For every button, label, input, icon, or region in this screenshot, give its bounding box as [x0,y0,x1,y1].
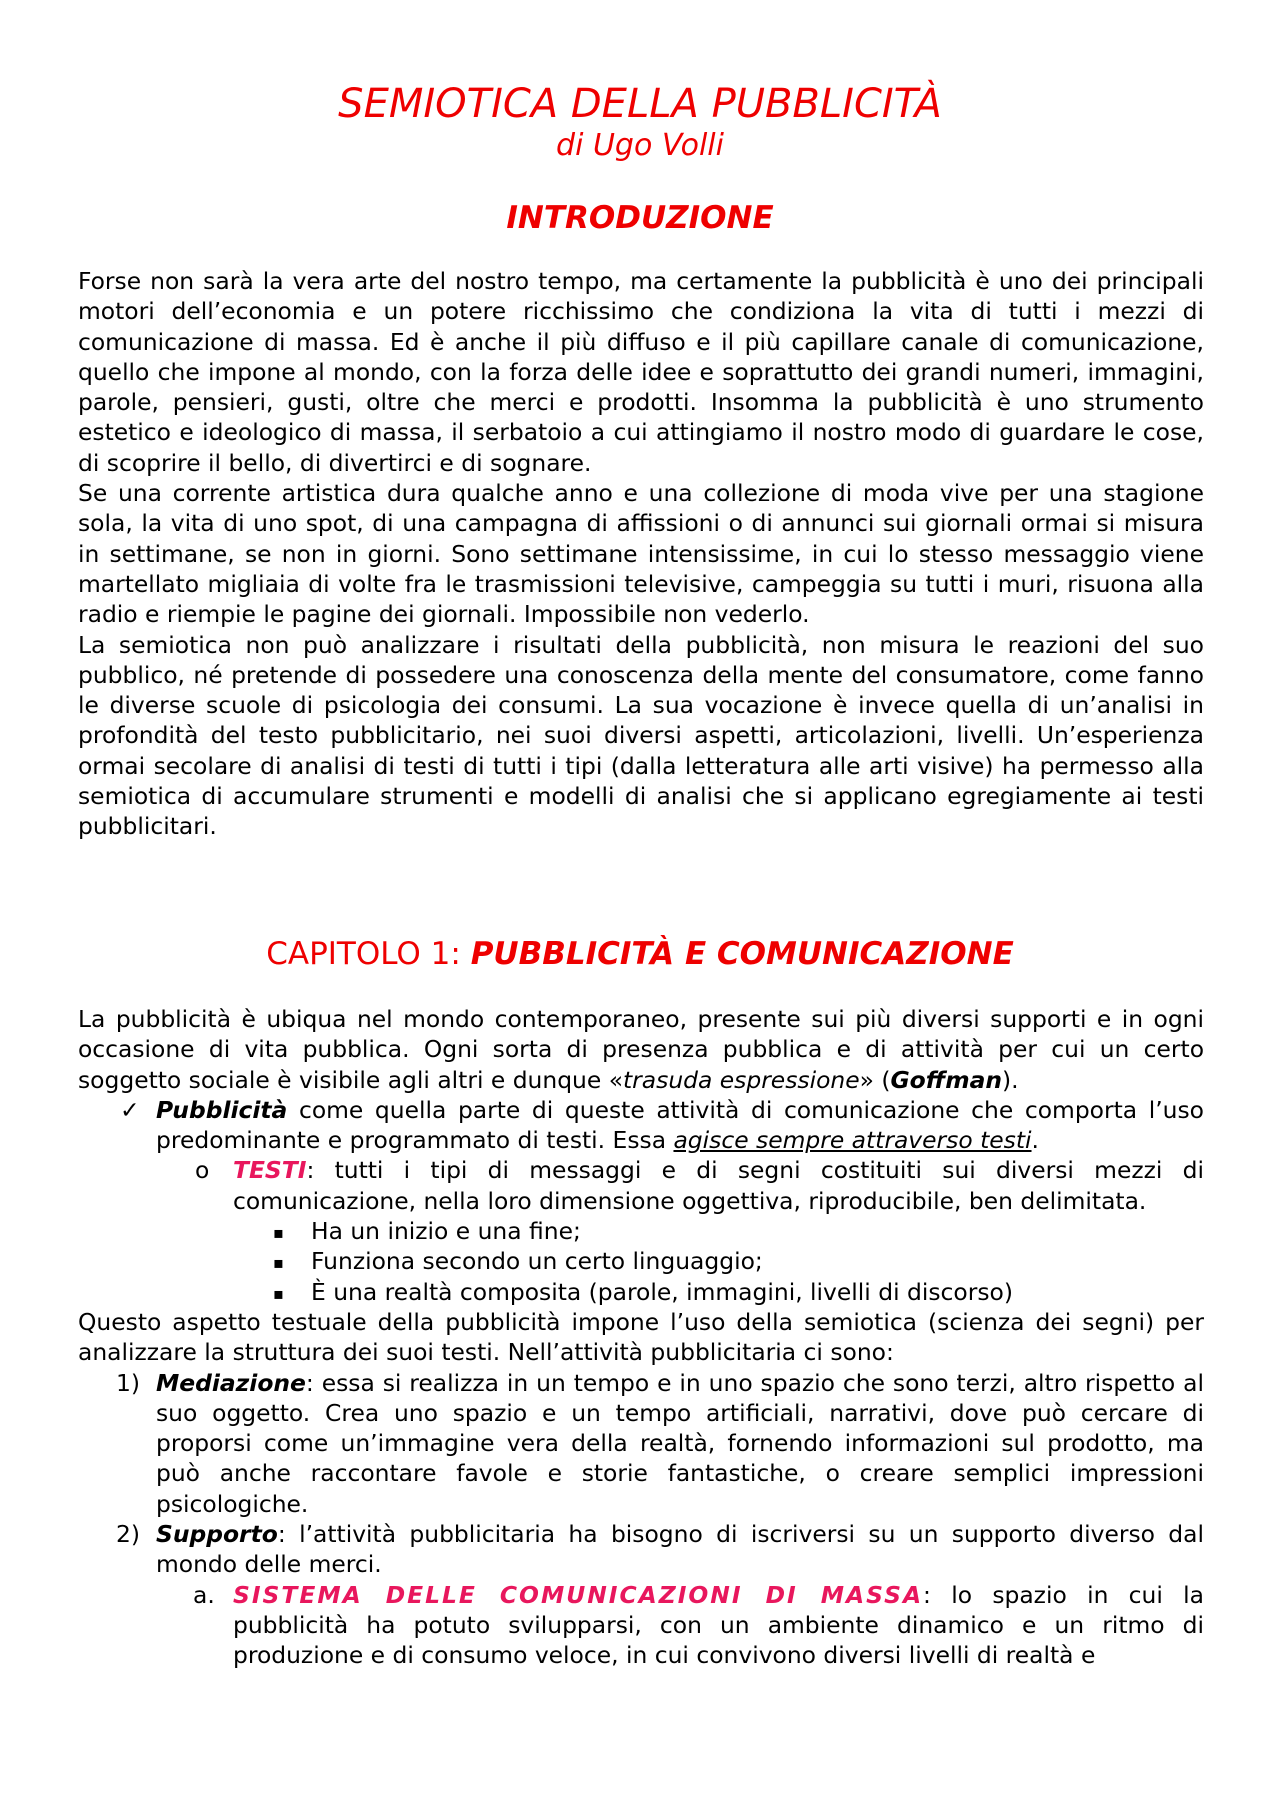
numbered-item-1 [116,1368,1204,1519]
term-mediazione: Mediazione [156,1368,306,1397]
p1-text-b: » ( [859,1065,891,1094]
square-list-item [273,1216,1204,1246]
square-list-item [273,1246,1204,1276]
bullet-text-1: Ha un inizio e una fine; [311,1217,581,1246]
p1-text-a: La pubblicità è ubiqua nel mondo contemporaneo, presente sui più diversi supporti e in ogni occasione di vita pubblica. Ogni sorta di presenza pubblica e di attività per cui un certo soggetto sociale è visibile agli altri e dunque « [78,1005,1204,1094]
term-testi: TESTI [233,1156,307,1185]
check-underlined: agisce sempre attraverso testi [673,1126,1032,1155]
testi-text: : tutti i tipi di messaggi e di segni costituiti sui diversi mezzi di comunicazione, nella loro dimensione oggettiva, riproducibile, ben delimitata. [233,1156,1204,1215]
numbered-item-2 [116,1519,1204,1580]
intro-paragraph-1: Forse non sarà la vera arte del nostro tempo, ma certamente la pubblicità è uno dei principali motori dell’economia e un potere ricchissimo che condiziona la vita di tutti i mezzi di comunicazione di massa. Ed è anche il più diffuso e il più capillare canale di comunicazione, quello che impone al mondo, con la forza delle idee e soprattutto dei grandi numeri, immagini, parole, pensieri, gusti, oltre che merci e prodotti. Insomma la pubblicità è uno strumento estetico e ideologico di massa, il serbatoio a cui attingiamo il nostro modo di guardare le cose, di scoprire il bello, di divertirci e di sognare. [78,267,1204,477]
heading-chapter-1 [0,934,1280,974]
bullet-text-3: È una realtà composita (parole, immagini, livelli di discorso) [311,1277,1013,1306]
term-pubblicita: Pubblicità [156,1095,288,1124]
check-list-item [120,1095,1204,1156]
lettered-item-a [193,1580,1204,1671]
chapter-1-title: PUBBLICITÀ E COMUNICAZIONE [470,936,1014,972]
chapter-1-prefix: CAPITOLO 1: [266,936,471,972]
intro-paragraph-3: La semiotica non può analizzare i risultati della pubblicità, non misura le reazioni del suo pubblico, né pretende di possedere una conoscenza della mente del consumatore, come fanno le diverse scuole di psicologia dei consumi. La sua vocazione è invece quella di un’analisi in profondità del testo pubblicitario, nei suoi diversi aspetti, articolazioni, livelli. Un’esperienza ormai secolare di analisi di testi di tutti i tipi (dalla letteratura alle arti visive) ha permesso alla semiotica di accumulare strumenti e modelli di analisi che si applicano egregiamente ai testi pubblicitari. [78,630,1204,841]
square-list-item [273,1277,1204,1307]
circle-bullet-icon: o [195,1156,210,1185]
square-bullet-icon: ▪ [273,1253,284,1273]
number-marker-1: 1) [116,1368,141,1397]
chapter-1-body [78,1004,1204,1671]
p1-text-c: ). [1002,1065,1019,1094]
p1-bold-goffman: Goffman [890,1065,1003,1094]
p1-italic: trasuda espressione [623,1065,860,1094]
document-title: SEMIOTICA DELLA PUBBLICITÀ [338,81,942,127]
term-sistema-comunicazioni: SISTEMA DELLE COMUNICAZIONI DI MASSA [233,1580,924,1609]
testi-list-item [195,1155,1204,1216]
square-bullet-icon: ▪ [273,1223,284,1243]
bullet-text-2: Funziona secondo un certo linguaggio; [311,1247,763,1276]
intro-paragraph-2: Se una corrente artistica dura qualche anno e una collezione di moda vive per una stagione sola, la vita di uno spot, di una campagna di affissioni o di annunci sui giornali ormai si misura in settimane, se non in giorni. Sono settimane intensissime, in cui lo stesso messaggio viene martellato migliaia di volte fra le trasmissioni televisive, campeggia su tutti i muri, risuona alla radio e riempie le pagine dei giornali. Impossibile non vederlo. [78,479,1204,629]
chapter-1-paragraph-2: Questo aspetto testuale della pubblicità impone l’uso della semiotica (scienza dei segni) per analizzare la struttura dei suoi testi. Nell’attività pubblicitaria ci sono: [78,1307,1204,1367]
check-text: come quella parte di queste attività di comunicazione che comporta l’uso predominante e programmato di testi. Essa [156,1095,1204,1155]
item1-text: : essa si realizza in un tempo e in uno spazio che sono terzi, altro rispetto al suo oggetto. Crea uno spazio e un tempo artificiali, narrativi, dove può cercare di proporsi come un’immagine vera della realtà, fornendo informazioni sul prodotto, ma può anche raccontare favole e storie fantastiche, o creare semplici impressioni psicologiche. [156,1368,1204,1518]
sub-a-text: : lo spazio in cui la pubblicità ha potuto svilupparsi, con un ambiente dinamico e un ritmo di produzione e di consumo veloce, in cui convivono diversi livelli di realtà e [233,1580,1204,1670]
check-end: . [1031,1126,1039,1155]
heading-introduzione: INTRODUZIONE [506,200,774,236]
letter-marker-a: a. [193,1580,215,1609]
chapter-1-paragraph-1 [78,1004,1204,1095]
check-icon: ✓ [120,1095,140,1124]
square-bullet-icon: ▪ [273,1283,284,1303]
document-author: di Ugo Volli [556,128,724,163]
term-supporto: Supporto [156,1520,278,1549]
item2-text: : l’attività pubblicitaria ha bisogno di iscriversi su un supporto diverso dal mondo delle merci. [156,1520,1204,1579]
number-marker-2: 2) [116,1520,141,1549]
intro-body [78,266,1204,842]
